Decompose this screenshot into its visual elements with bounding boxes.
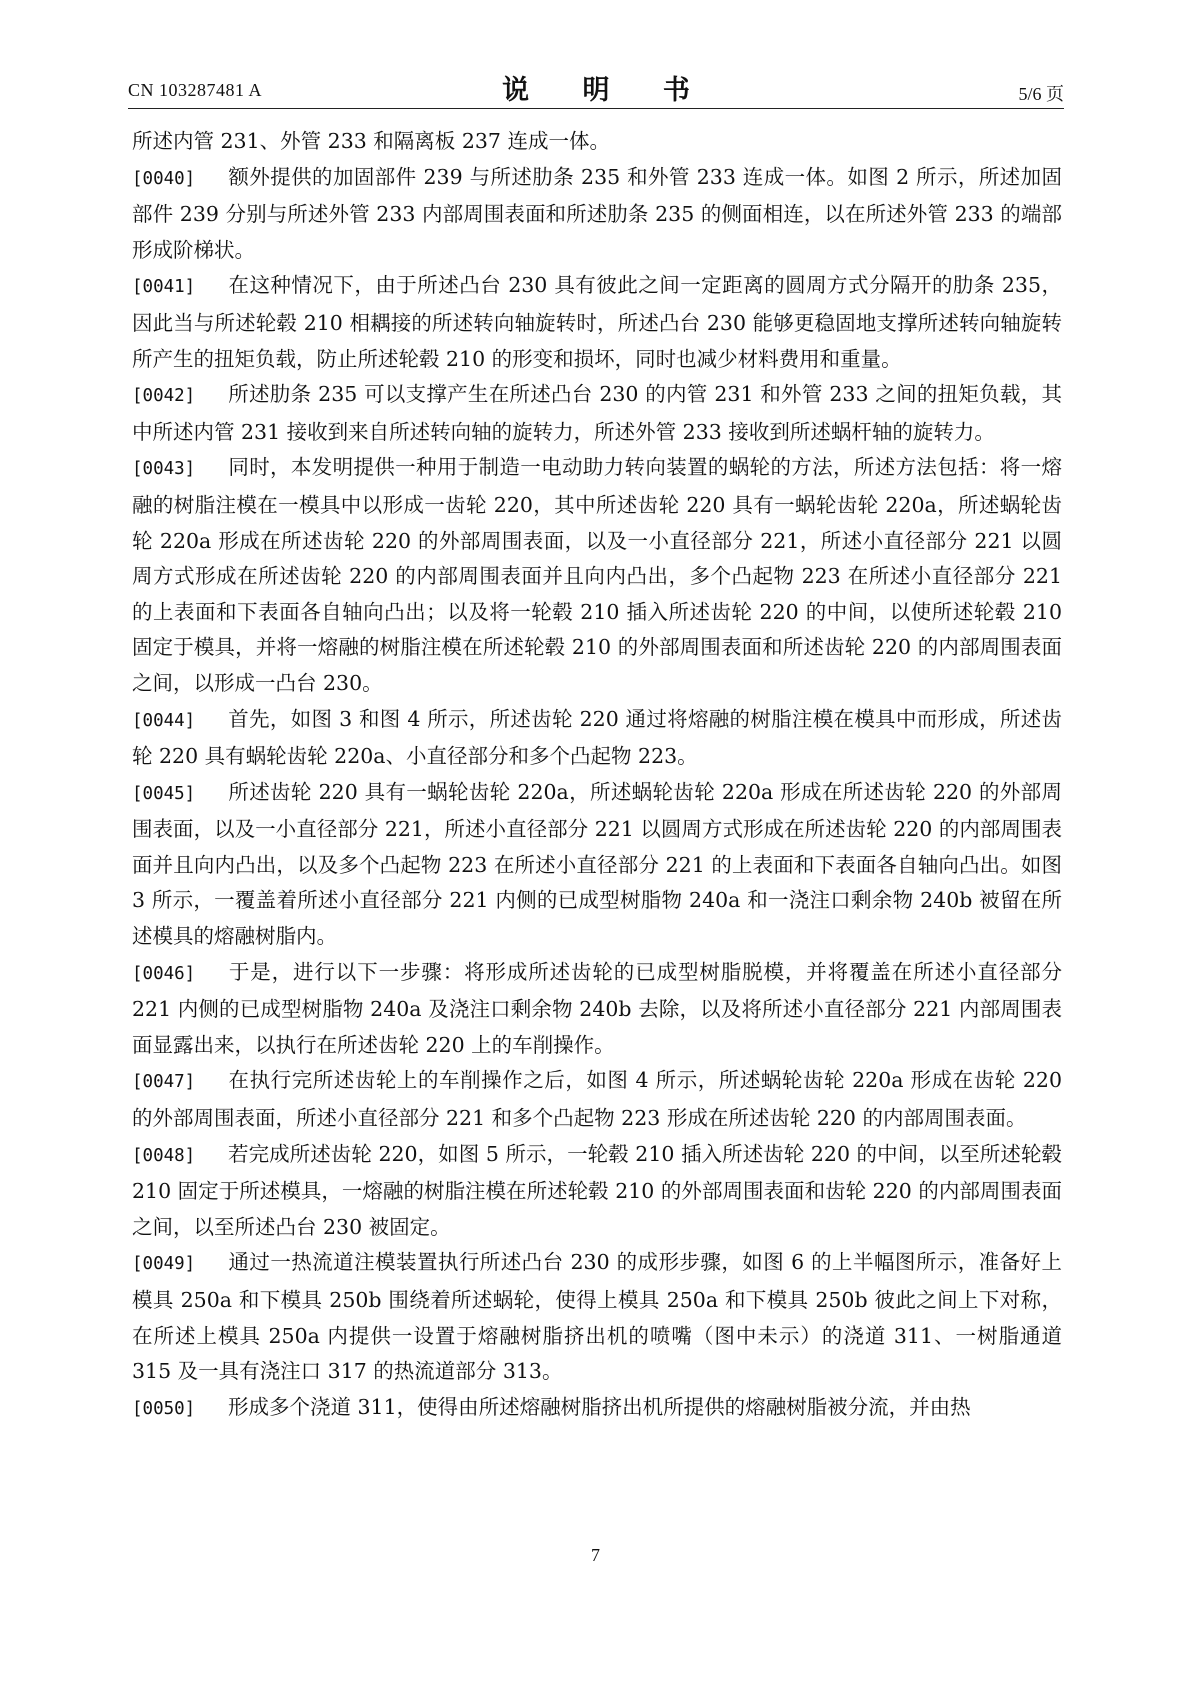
continuation-paragraph bbox=[132, 124, 1062, 160]
paragraph-number: [0049] bbox=[132, 1254, 196, 1275]
paragraph-number: [0040] bbox=[132, 168, 196, 189]
paragraph-number: [0045] bbox=[132, 783, 196, 804]
paragraph-0045 bbox=[132, 775, 1062, 955]
page-count: 5/6 页 bbox=[1018, 84, 1064, 104]
paragraph-0050 bbox=[132, 1390, 1062, 1428]
paragraph-text: 形成多个浇道 311，使得由所述熔融树脂挤出机所提供的熔融树脂被分流，并由热 bbox=[228, 1394, 971, 1419]
paragraph-text: 在执行完所述齿轮上的车削操作之后，如图 4 所示，所述蜗轮齿轮 220a 形成在齿轮 220 的外部周围表面，所述小直径部分 221 和多个凸起物 223 形成在所述齿轮 220 的内部周围表面。 bbox=[132, 1068, 1062, 1131]
paragraph-0040 bbox=[132, 160, 1062, 269]
paragraph-0047 bbox=[132, 1063, 1062, 1136]
paragraph-text: 通过一热流道注模装置执行所述凸台 230 的成形步骤，如图 6 的上半幅图所示，准备好上模具 250a 和下模具 250b 围绕着所述蜗轮，使得上模具 250a 和下模具 250b 彼此之间上下对称，在所述上模具 250a 内提供一设置于熔融树脂挤出机的喷嘴（图中未示）的浇道 311、一树脂通道 315 及一具有浇注口 317 的热流道部分 313。 bbox=[132, 1250, 1062, 1384]
paragraph-0049 bbox=[132, 1245, 1062, 1389]
document-body bbox=[132, 124, 1062, 1427]
paragraph-0043 bbox=[132, 450, 1062, 701]
paragraph-text: 所述内管 231、外管 233 和隔离板 237 连成一体。 bbox=[132, 129, 610, 153]
paragraph-0042 bbox=[132, 377, 1062, 450]
paragraph-text: 所述肋条 235 可以支撑产生在所述凸台 230 的内管 231 和外管 233 之间的扭矩负载，其中所述内管 231 接收到来自所述转向轴的旋转力，所述外管 233 接收到所述蜗杆轴的旋转力。 bbox=[132, 382, 1062, 444]
paragraph-text: 同时，本发明提供一种用于制造一电动助力转向装置的蜗轮的方法，所述方法包括：将一熔融的树脂注模在一模具中以形成一齿轮 220，其中所述齿轮 220 具有一蜗轮齿轮 220a，所述蜗轮齿轮 220a 形成在所述齿轮 220 的外部周围表面，以及一小直径部分 221，所述小直径部分 221 以圆周方式形成在所述齿轮 220 的内部周围表面并且向内凸出，多个凸起物 223 在所述小直径部分 221 的上表面和下表面各自轴向凸出；以及将一轮毂 210 插入所述齿轮 220 的中间，以使所述轮毂 210 固定于模具，并将一熔融的树脂注模在所述轮毂 210 的外部周围表面和所述齿轮 220 的内部周围表面之间，以形成一凸台 230。 bbox=[132, 455, 1062, 695]
paragraph-number: [0050] bbox=[132, 1398, 196, 1419]
paragraph-text: 首先，如图 3 和图 4 所示，所述齿轮 220 通过将熔融的树脂注模在模具中而形成，所述齿轮 220 具有蜗轮齿轮 220a、小直径部分和多个凸起物 223。 bbox=[132, 706, 1062, 769]
paragraph-0041 bbox=[132, 268, 1062, 377]
paragraph-number: [0048] bbox=[132, 1145, 196, 1166]
page-number: 7 bbox=[591, 1545, 600, 1565]
paragraph-text: 于是，进行以下一步骤：将形成所述齿轮的已成型树脂脱模，并将覆盖在所述小直径部分 221 内侧的已成型树脂物 240a 及浇注口剩余物 240b 去除，以及将所述小直径部分 221 内部周围表面显露出来，以执行在所述齿轮 220 上的车削操作。 bbox=[132, 959, 1062, 1057]
header-divider bbox=[128, 108, 1064, 109]
publication-number: CN 103287481 A bbox=[128, 80, 263, 100]
paragraph-number: [0044] bbox=[132, 710, 196, 731]
document-title: 说 明 书 bbox=[502, 75, 712, 106]
page-header bbox=[128, 68, 1064, 108]
paragraph-number: [0043] bbox=[132, 459, 196, 480]
paragraph-number: [0046] bbox=[132, 963, 196, 984]
paragraph-0048 bbox=[132, 1137, 1062, 1246]
paragraph-text: 若完成所述齿轮 220，如图 5 所示，一轮毂 210 插入所述齿轮 220 的中间，以至所述轮毂 210 固定于所述模具，一熔融的树脂注模在所述轮毂 210 的外部周围表面和齿轮 220 的内部周围表面之间，以至所述凸台 230 被固定。 bbox=[132, 1141, 1062, 1239]
paragraph-number: [0042] bbox=[132, 386, 196, 407]
paragraph-text: 所述齿轮 220 具有一蜗轮齿轮 220a，所述蜗轮齿轮 220a 形成在所述齿轮 220 的外部周围表面，以及一小直径部分 221，所述小直径部分 221 以圆周方式形成在所述齿轮 220 的内部周围表面并且向内凸出，以及多个凸起物 223 在所述小直径部分 221 的上表面和下表面各自轴向凸出。如图 3 所示，一覆盖着所述小直径部分 221 内侧的已成型树脂物 240a 和一浇注口剩余物 240b 被留在所述模具的熔融树脂内。 bbox=[132, 779, 1062, 949]
paragraph-number: [0041] bbox=[132, 277, 196, 298]
paragraph-number: [0047] bbox=[132, 1072, 196, 1093]
paragraph-text: 额外提供的加固部件 239 与所述肋条 235 和外管 233 连成一体。如图 2 所示，所述加固部件 239 分别与所述外管 233 内部周围表面和所述肋条 235 的侧面相连，以在所述外管 233 的端部形成阶梯状。 bbox=[132, 164, 1062, 262]
paragraph-text: 在这种情况下，由于所述凸台 230 具有彼此之间一定距离的圆周方式分隔开的肋条 235，因此当与所述轮毂 210 相耦接的所述转向轴旋转时，所述凸台 230 能够更稳固地支撑所述转向轴旋转所产生的扭矩负载，防止所述轮毂 210 的形变和损坏，同时也减少材料费用和重量。 bbox=[132, 273, 1062, 371]
paragraph-0046 bbox=[132, 955, 1062, 1064]
paragraph-0044 bbox=[132, 702, 1062, 775]
